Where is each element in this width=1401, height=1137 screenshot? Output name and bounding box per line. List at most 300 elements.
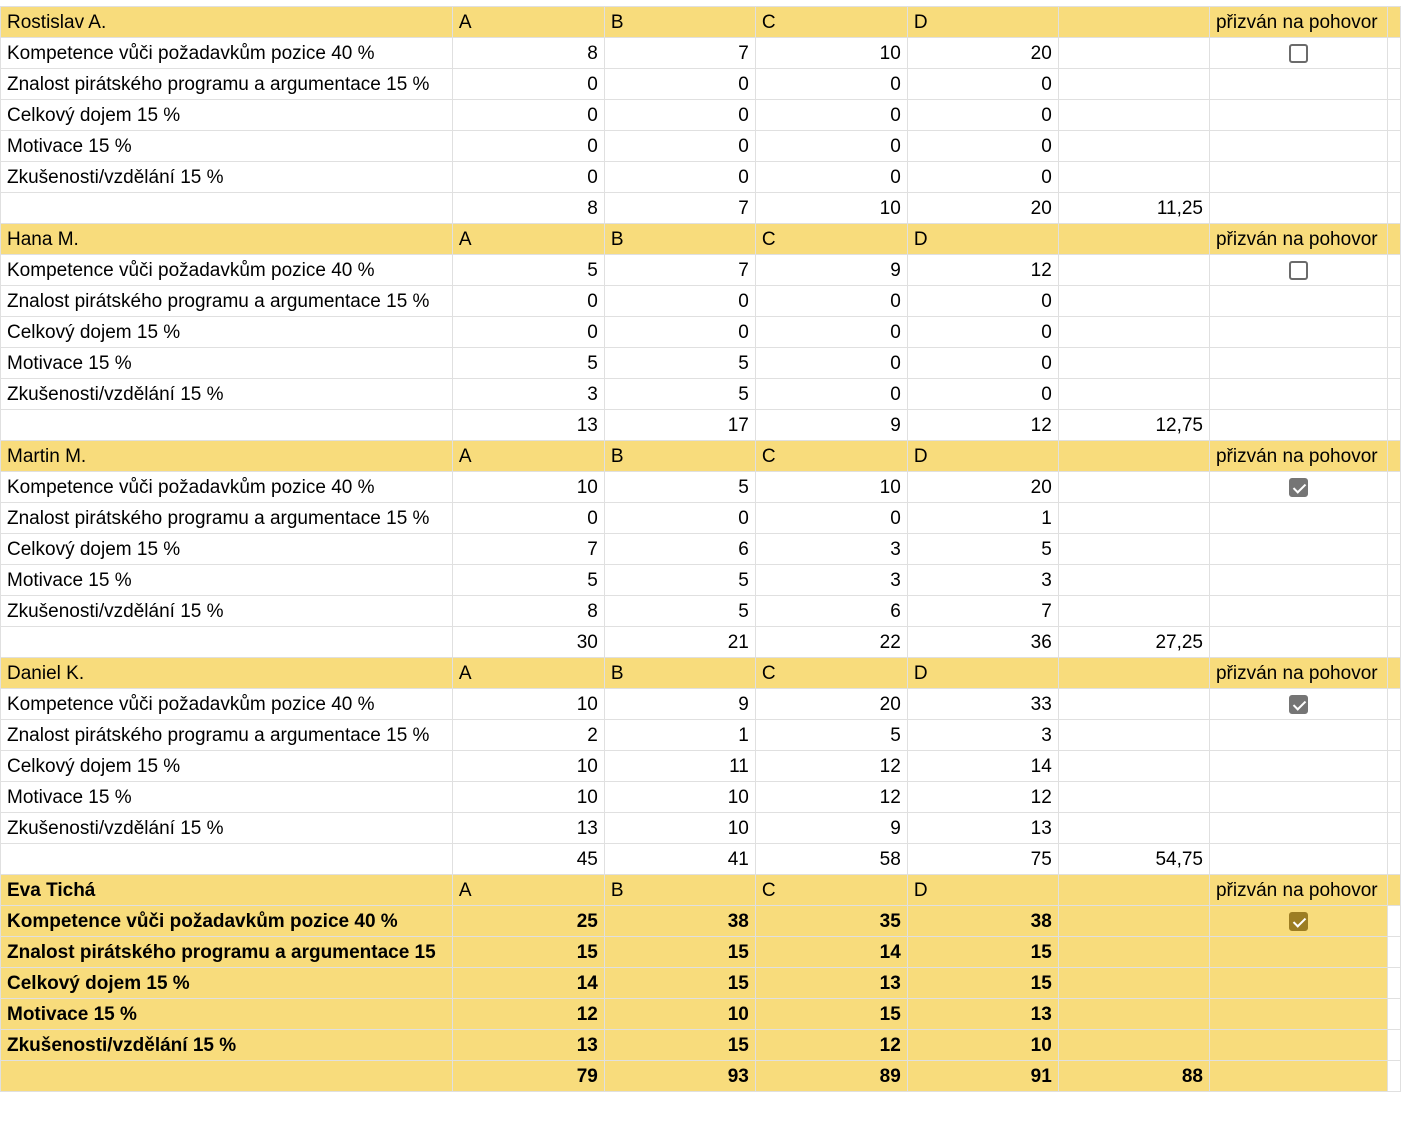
spare-cell [1387, 627, 1400, 658]
empty-cell[interactable] [1058, 751, 1209, 782]
score-cell[interactable]: 14 [907, 751, 1058, 782]
score-cell[interactable]: 2 [452, 720, 604, 751]
score-cell[interactable]: 10 [755, 38, 907, 69]
column-header-cell[interactable]: C [755, 658, 907, 689]
score-cell[interactable]: 5 [604, 379, 755, 410]
empty-cell[interactable] [1209, 348, 1387, 379]
score-cell[interactable]: 6 [604, 534, 755, 565]
score-cell[interactable]: 0 [604, 131, 755, 162]
empty-cell[interactable] [1058, 38, 1209, 69]
score-cell[interactable]: 13 [452, 1030, 604, 1061]
criterion-label-cell[interactable]: Znalost pirátského programu a argumentace 15 % [1, 286, 453, 317]
empty-cell[interactable] [1058, 534, 1209, 565]
total-cell[interactable]: 12 [907, 410, 1058, 441]
empty-cell[interactable] [1209, 627, 1387, 658]
score-cell[interactable]: 3 [755, 534, 907, 565]
column-header-cell[interactable]: C [755, 7, 907, 38]
score-cell[interactable]: 20 [907, 38, 1058, 69]
empty-cell[interactable] [1058, 720, 1209, 751]
empty-cell[interactable] [1058, 224, 1209, 255]
score-cell[interactable]: 0 [755, 69, 907, 100]
spreadsheet-grid [0, 6, 1401, 1092]
empty-cell[interactable] [1058, 596, 1209, 627]
score-cell[interactable]: 1 [604, 720, 755, 751]
spare-cell [1387, 782, 1400, 813]
total-cell[interactable]: 30 [452, 627, 604, 658]
column-header-cell[interactable]: D [907, 224, 1058, 255]
score-cell[interactable]: 0 [452, 69, 604, 100]
score-cell[interactable]: 15 [907, 937, 1058, 968]
criterion-row [1, 937, 1401, 968]
total-cell[interactable]: 10 [755, 193, 907, 224]
score-cell[interactable]: 0 [907, 69, 1058, 100]
spare-cell [1387, 751, 1400, 782]
score-cell[interactable]: 0 [604, 317, 755, 348]
spare-cell [1387, 162, 1400, 193]
criterion-row [1, 720, 1401, 751]
criterion-label-cell[interactable]: Celkový dojem 15 % [1, 100, 453, 131]
criterion-row [1, 689, 1401, 720]
total-cell[interactable]: 21 [604, 627, 755, 658]
score-cell[interactable]: 5 [452, 255, 604, 286]
empty-cell[interactable] [1209, 503, 1387, 534]
empty-cell[interactable] [1, 1061, 453, 1092]
empty-cell[interactable] [1209, 534, 1387, 565]
average-cell[interactable]: 88 [1058, 1061, 1209, 1092]
score-cell[interactable]: 5 [452, 565, 604, 596]
column-header-cell[interactable]: B [604, 875, 755, 906]
score-cell[interactable]: 13 [907, 813, 1058, 844]
score-cell[interactable]: 0 [907, 162, 1058, 193]
empty-cell[interactable] [1209, 1030, 1387, 1061]
criterion-label-cell[interactable]: Kompetence vůči požadavkům pozice 40 % [1, 906, 453, 937]
score-cell[interactable]: 15 [604, 937, 755, 968]
score-cell[interactable]: 10 [452, 472, 604, 503]
score-cell[interactable]: 9 [755, 813, 907, 844]
score-cell[interactable]: 1 [907, 503, 1058, 534]
empty-cell[interactable] [1058, 7, 1209, 38]
score-cell[interactable]: 13 [755, 968, 907, 999]
candidate-name-cell[interactable]: Martin M. [1, 441, 453, 472]
score-cell[interactable]: 5 [452, 348, 604, 379]
score-cell[interactable]: 13 [452, 813, 604, 844]
score-cell[interactable]: 0 [907, 379, 1058, 410]
total-cell[interactable]: 89 [755, 1061, 907, 1092]
criterion-label-cell[interactable]: Zkušenosti/vzdělání 15 % [1, 162, 453, 193]
score-cell[interactable]: 14 [755, 937, 907, 968]
total-cell[interactable]: 22 [755, 627, 907, 658]
spare-cell [1387, 131, 1400, 162]
empty-cell[interactable] [1058, 286, 1209, 317]
empty-cell[interactable] [1058, 782, 1209, 813]
score-cell[interactable]: 0 [907, 286, 1058, 317]
score-cell[interactable]: 12 [755, 751, 907, 782]
spare-cell [1387, 255, 1400, 286]
totals-row [1, 627, 1401, 658]
score-cell[interactable]: 10 [452, 751, 604, 782]
score-cell[interactable]: 15 [452, 937, 604, 968]
spare-cell [1387, 968, 1400, 999]
empty-cell[interactable] [1058, 689, 1209, 720]
spare-cell [1387, 844, 1400, 875]
column-header-cell[interactable]: B [604, 658, 755, 689]
score-cell[interactable]: 5 [604, 565, 755, 596]
score-cell[interactable]: 8 [452, 38, 604, 69]
empty-cell[interactable] [1058, 875, 1209, 906]
empty-cell[interactable] [1058, 565, 1209, 596]
score-cell[interactable]: 0 [755, 100, 907, 131]
invite-label-cell[interactable]: přizván na pohovor [1209, 7, 1387, 38]
column-header-cell[interactable]: C [755, 875, 907, 906]
totals-row [1, 410, 1401, 441]
column-header-cell[interactable]: A [452, 658, 604, 689]
total-cell[interactable]: 8 [452, 193, 604, 224]
empty-cell[interactable] [1209, 937, 1387, 968]
total-cell[interactable]: 91 [907, 1061, 1058, 1092]
invited-checkbox[interactable] [1289, 261, 1308, 280]
invited-checkbox[interactable] [1289, 695, 1308, 714]
spare-cell [1387, 1061, 1400, 1092]
criterion-label-cell[interactable]: Znalost pirátského programu a argumentace 15 % [1, 720, 453, 751]
score-cell[interactable]: 0 [452, 162, 604, 193]
score-cell[interactable]: 0 [604, 503, 755, 534]
column-header-cell[interactable]: D [907, 7, 1058, 38]
criterion-label-cell[interactable]: Celkový dojem 15 % [1, 534, 453, 565]
spare-cell [1387, 1030, 1400, 1061]
empty-cell[interactable] [1058, 441, 1209, 472]
empty-cell[interactable] [1209, 596, 1387, 627]
criterion-row [1, 286, 1401, 317]
empty-cell[interactable] [1058, 379, 1209, 410]
totals-row [1, 1061, 1401, 1092]
total-cell[interactable]: 45 [452, 844, 604, 875]
criterion-row [1, 379, 1401, 410]
empty-cell[interactable] [1209, 193, 1387, 224]
score-cell[interactable]: 38 [907, 906, 1058, 937]
invited-checkbox[interactable] [1289, 478, 1308, 497]
score-cell[interactable]: 12 [907, 255, 1058, 286]
column-header-cell[interactable]: C [755, 224, 907, 255]
score-cell[interactable]: 12 [907, 782, 1058, 813]
criterion-label-cell[interactable]: Motivace 15 % [1, 348, 453, 379]
score-cell[interactable]: 0 [452, 286, 604, 317]
candidate-header-row [1, 224, 1401, 255]
spare-cell [1387, 720, 1400, 751]
total-cell[interactable]: 41 [604, 844, 755, 875]
average-cell[interactable]: 11,25 [1058, 193, 1209, 224]
score-cell[interactable]: 0 [755, 379, 907, 410]
score-cell[interactable]: 38 [604, 906, 755, 937]
score-cell[interactable]: 20 [755, 689, 907, 720]
criterion-label-cell[interactable]: Znalost pirátského programu a argumentace 15 % [1, 503, 453, 534]
empty-cell[interactable] [1209, 565, 1387, 596]
empty-cell[interactable] [1058, 658, 1209, 689]
score-cell[interactable]: 3 [907, 720, 1058, 751]
score-cell[interactable]: 0 [604, 100, 755, 131]
score-cell[interactable]: 0 [755, 286, 907, 317]
score-cell[interactable]: 0 [755, 162, 907, 193]
criterion-row [1, 131, 1401, 162]
criterion-label-cell[interactable]: Celkový dojem 15 % [1, 317, 453, 348]
score-cell[interactable]: 0 [907, 100, 1058, 131]
score-cell[interactable]: 0 [604, 286, 755, 317]
spare-cell [1387, 286, 1400, 317]
empty-cell[interactable] [1209, 968, 1387, 999]
score-cell[interactable]: 14 [452, 968, 604, 999]
score-cell[interactable]: 0 [452, 131, 604, 162]
totals-row [1, 193, 1401, 224]
criterion-row [1, 69, 1401, 100]
score-cell[interactable]: 15 [604, 968, 755, 999]
score-cell[interactable]: 3 [452, 379, 604, 410]
criterion-label-cell[interactable]: Znalost pirátského programu a argumentace 15 % [1, 69, 453, 100]
score-cell[interactable]: 0 [755, 317, 907, 348]
column-header-cell[interactable]: A [452, 224, 604, 255]
empty-cell[interactable] [1058, 348, 1209, 379]
criterion-row [1, 813, 1401, 844]
criterion-label-cell[interactable]: Kompetence vůči požadavkům pozice 40 % [1, 472, 453, 503]
invite-label-cell[interactable]: přizván na pohovor [1209, 875, 1387, 906]
invite-checkbox-cell[interactable] [1209, 38, 1387, 69]
empty-cell[interactable] [1058, 317, 1209, 348]
criterion-label-cell[interactable]: Kompetence vůči požadavkům pozice 40 % [1, 255, 453, 286]
score-cell[interactable]: 11 [604, 751, 755, 782]
candidate-name-cell[interactable]: Eva Tichá [1, 875, 453, 906]
criterion-row [1, 348, 1401, 379]
score-cell[interactable]: 0 [755, 131, 907, 162]
score-cell[interactable]: 10 [452, 689, 604, 720]
invite-checkbox-cell[interactable] [1209, 689, 1387, 720]
empty-cell[interactable] [1209, 162, 1387, 193]
score-cell[interactable]: 15 [755, 999, 907, 1030]
score-cell[interactable]: 35 [755, 906, 907, 937]
criterion-label-cell[interactable]: Zkušenosti/vzdělání 15 % [1, 1030, 453, 1061]
criterion-row [1, 968, 1401, 999]
score-cell[interactable]: 15 [907, 968, 1058, 999]
criterion-label-cell[interactable]: Zkušenosti/vzdělání 15 % [1, 596, 453, 627]
column-header-cell[interactable]: A [452, 875, 604, 906]
column-header-cell[interactable]: D [907, 875, 1058, 906]
score-cell[interactable]: 10 [604, 782, 755, 813]
criterion-label-cell[interactable]: Motivace 15 % [1, 999, 453, 1030]
spare-cell [1387, 379, 1400, 410]
empty-cell[interactable] [1058, 69, 1209, 100]
empty-cell[interactable] [1209, 813, 1387, 844]
criterion-row [1, 162, 1401, 193]
score-cell[interactable]: 0 [907, 131, 1058, 162]
empty-cell[interactable] [1209, 720, 1387, 751]
empty-cell[interactable] [1058, 906, 1209, 937]
average-cell[interactable]: 12,75 [1058, 410, 1209, 441]
criterion-label-cell[interactable]: Celkový dojem 15 % [1, 751, 453, 782]
score-cell[interactable]: 5 [755, 720, 907, 751]
empty-cell[interactable] [1209, 999, 1387, 1030]
total-cell[interactable]: 9 [755, 410, 907, 441]
score-cell[interactable]: 0 [907, 317, 1058, 348]
criterion-label-cell[interactable]: Zkušenosti/vzdělání 15 % [1, 813, 453, 844]
score-cell[interactable]: 0 [604, 69, 755, 100]
score-cell[interactable]: 10 [452, 782, 604, 813]
empty-cell[interactable] [1209, 379, 1387, 410]
score-cell[interactable]: 25 [452, 906, 604, 937]
criterion-row [1, 1030, 1401, 1061]
score-cell[interactable]: 20 [907, 472, 1058, 503]
empty-cell[interactable] [1, 410, 453, 441]
criterion-label-cell[interactable]: Znalost pirátského programu a argumentace 15 [1, 937, 453, 968]
score-cell[interactable]: 5 [604, 348, 755, 379]
score-cell[interactable]: 8 [452, 596, 604, 627]
empty-cell[interactable] [1209, 844, 1387, 875]
score-cell[interactable]: 12 [755, 1030, 907, 1061]
criterion-row [1, 565, 1401, 596]
score-cell[interactable]: 5 [604, 472, 755, 503]
score-cell[interactable]: 9 [755, 255, 907, 286]
total-cell[interactable]: 17 [604, 410, 755, 441]
candidate-header-row [1, 875, 1401, 906]
total-cell[interactable]: 7 [604, 193, 755, 224]
column-header-cell[interactable]: D [907, 658, 1058, 689]
invite-checkbox-cell[interactable] [1209, 255, 1387, 286]
criterion-label-cell[interactable]: Celkový dojem 15 % [1, 968, 453, 999]
invited-checkbox[interactable] [1289, 44, 1308, 63]
invite-label-cell[interactable]: přizván na pohovor [1209, 224, 1387, 255]
empty-cell[interactable] [1, 193, 453, 224]
score-cell[interactable]: 0 [755, 503, 907, 534]
candidate-header-row [1, 7, 1401, 38]
candidate-name-cell[interactable]: Hana M. [1, 224, 453, 255]
empty-cell[interactable] [1209, 782, 1387, 813]
score-cell[interactable]: 9 [604, 689, 755, 720]
score-cell[interactable]: 15 [604, 1030, 755, 1061]
score-cell[interactable]: 7 [604, 255, 755, 286]
column-header-cell[interactable]: B [604, 224, 755, 255]
total-cell[interactable]: 36 [907, 627, 1058, 658]
score-cell[interactable]: 7 [907, 596, 1058, 627]
empty-cell[interactable] [1209, 131, 1387, 162]
empty-cell[interactable] [1058, 503, 1209, 534]
score-cell[interactable]: 12 [452, 999, 604, 1030]
column-header-cell[interactable]: A [452, 7, 604, 38]
empty-cell[interactable] [1, 627, 453, 658]
spare-cell [1387, 875, 1400, 906]
score-cell[interactable]: 10 [604, 999, 755, 1030]
average-cell[interactable]: 54,75 [1058, 844, 1209, 875]
score-cell[interactable]: 10 [907, 1030, 1058, 1061]
empty-cell[interactable] [1058, 937, 1209, 968]
score-cell[interactable]: 0 [604, 162, 755, 193]
empty-cell[interactable] [1209, 317, 1387, 348]
empty-cell[interactable] [1058, 100, 1209, 131]
score-cell[interactable]: 7 [604, 38, 755, 69]
score-cell[interactable]: 3 [907, 565, 1058, 596]
invited-checkbox[interactable] [1289, 912, 1308, 931]
empty-cell[interactable] [1209, 410, 1387, 441]
score-cell[interactable]: 13 [907, 999, 1058, 1030]
score-cell[interactable]: 0 [452, 503, 604, 534]
empty-cell[interactable] [1058, 813, 1209, 844]
invite-checkbox-cell[interactable] [1209, 906, 1387, 937]
spare-cell [1387, 813, 1400, 844]
criterion-row [1, 317, 1401, 348]
criterion-row [1, 472, 1401, 503]
empty-cell[interactable] [1, 844, 453, 875]
criterion-label-cell[interactable]: Motivace 15 % [1, 131, 453, 162]
total-cell[interactable]: 79 [452, 1061, 604, 1092]
criterion-row [1, 751, 1401, 782]
total-cell[interactable]: 13 [452, 410, 604, 441]
criterion-label-cell[interactable]: Zkušenosti/vzdělání 15 % [1, 379, 453, 410]
empty-cell[interactable] [1209, 69, 1387, 100]
criterion-label-cell[interactable]: Motivace 15 % [1, 782, 453, 813]
invite-checkbox-cell[interactable] [1209, 472, 1387, 503]
score-cell[interactable]: 12 [755, 782, 907, 813]
invite-label-cell[interactable]: přizván na pohovor [1209, 441, 1387, 472]
spare-cell [1387, 937, 1400, 968]
empty-cell[interactable] [1209, 751, 1387, 782]
candidate-name-cell[interactable]: Rostislav A. [1, 7, 453, 38]
criterion-row [1, 906, 1401, 937]
spare-cell [1387, 689, 1400, 720]
empty-cell[interactable] [1058, 255, 1209, 286]
spare-cell [1387, 7, 1400, 38]
empty-cell[interactable] [1058, 968, 1209, 999]
score-cell[interactable]: 3 [755, 565, 907, 596]
criterion-row [1, 38, 1401, 69]
score-cell[interactable]: 10 [755, 472, 907, 503]
total-cell[interactable]: 20 [907, 193, 1058, 224]
column-header-cell[interactable]: B [604, 7, 755, 38]
score-cell[interactable]: 33 [907, 689, 1058, 720]
average-cell[interactable]: 27,25 [1058, 627, 1209, 658]
criterion-label-cell[interactable]: Kompetence vůči požadavkům pozice 40 % [1, 689, 453, 720]
column-header-cell[interactable]: D [907, 441, 1058, 472]
column-header-cell[interactable]: A [452, 441, 604, 472]
empty-cell[interactable] [1058, 131, 1209, 162]
empty-cell[interactable] [1209, 1061, 1387, 1092]
criterion-row [1, 503, 1401, 534]
total-cell[interactable]: 93 [604, 1061, 755, 1092]
spare-cell [1387, 658, 1400, 689]
criterion-row [1, 782, 1401, 813]
score-cell[interactable]: 7 [452, 534, 604, 565]
total-cell[interactable]: 75 [907, 844, 1058, 875]
criterion-label-cell[interactable]: Motivace 15 % [1, 565, 453, 596]
total-cell[interactable]: 58 [755, 844, 907, 875]
score-cell[interactable]: 0 [907, 348, 1058, 379]
score-cell[interactable]: 5 [907, 534, 1058, 565]
spare-cell [1387, 565, 1400, 596]
score-cell[interactable]: 10 [604, 813, 755, 844]
column-header-cell[interactable]: B [604, 441, 755, 472]
invite-label-cell[interactable]: přizván na pohovor [1209, 658, 1387, 689]
empty-cell[interactable] [1058, 1030, 1209, 1061]
score-cell[interactable]: 0 [755, 348, 907, 379]
column-header-cell[interactable]: C [755, 441, 907, 472]
spare-cell [1387, 441, 1400, 472]
empty-cell[interactable] [1058, 162, 1209, 193]
score-cell[interactable]: 0 [452, 100, 604, 131]
criterion-label-cell[interactable]: Kompetence vůči požadavkům pozice 40 % [1, 38, 453, 69]
score-cell[interactable]: 6 [755, 596, 907, 627]
empty-cell[interactable] [1209, 286, 1387, 317]
criterion-row [1, 596, 1401, 627]
empty-cell[interactable] [1209, 100, 1387, 131]
empty-cell[interactable] [1058, 999, 1209, 1030]
score-cell[interactable]: 0 [452, 317, 604, 348]
score-cell[interactable]: 5 [604, 596, 755, 627]
empty-cell[interactable] [1058, 472, 1209, 503]
candidate-name-cell[interactable]: Daniel K. [1, 658, 453, 689]
